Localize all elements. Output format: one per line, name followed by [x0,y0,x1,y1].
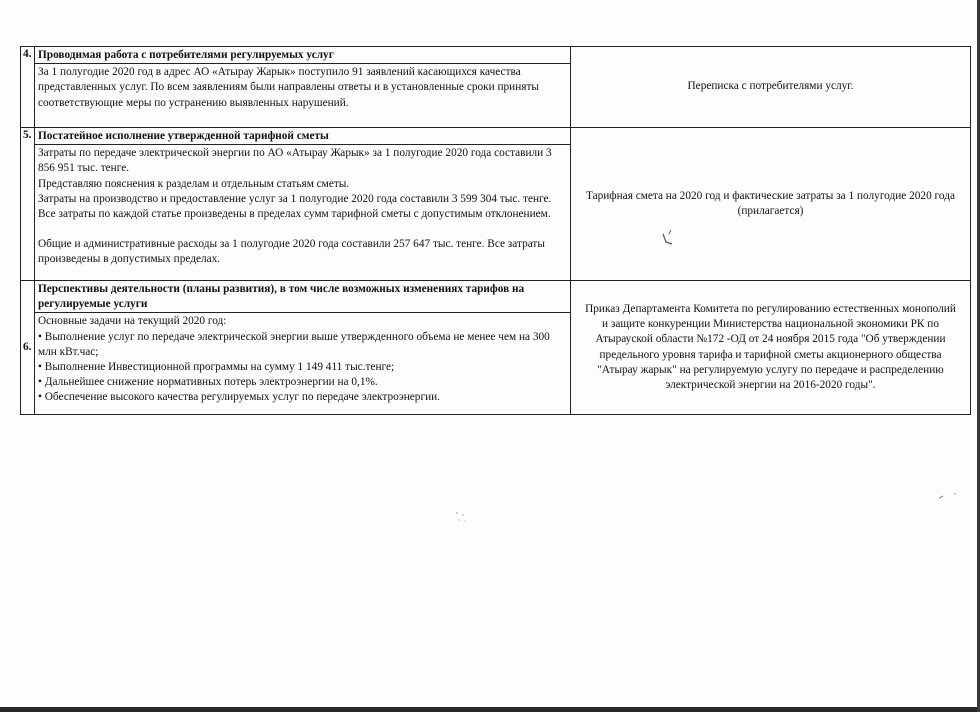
row-content [35,128,571,281]
row-number: 4. [21,47,35,128]
bullet-item: • Обеспечение высокого качества регулируемых услуг по передаче электроэнергии. [38,391,440,404]
row-number: 6. [21,281,35,415]
scan-speck [452,508,470,526]
section-body [35,64,570,114]
section-title: Постатейное исполнение утвержденной тарифной сметы [35,128,570,145]
row-note: Приказ Департамента Комитета по регулированию естественных монополий и защите конкуренции Министерства национальной экономики РК по Атырауской области №172 -ОД от 24 ноября 2015 года "Об утверждении предельного уровня тарифа и тарифной сметы акционерного общества "Атырау жарык" на регулируемую услугу по передаче и распределению электрической энергии на 2016-2020 годы". [571,281,971,415]
section-body [35,145,570,270]
bullet-item: • Дальнейшее снижение нормативных потерь электроэнергии на 0,1%. [38,376,378,389]
scan-edge-bottom [0,707,980,712]
row-note: Переписка с потребителями услуг. [571,47,971,128]
table-row-5 [21,128,971,281]
section-body [35,313,570,408]
row-note: Тарифная смета на 2020 год и фактические затраты за 1 полугодие 2020 года (прилагается) [571,128,971,281]
body-paragraph: За 1 полугодие 2020 год в адрес АО «Атырау Жарык» поступило 91 заявлений касающихся качества представленных услуг. По всем заявлениям были направлены ответы и в установленные сроки приняты соответствующие меры по устранению выявленных нарушений. [38,66,540,109]
body-paragraph: Общие и административные расходы за 1 полугодие 2020 года составили 257 647 тыс. тенге. Все затраты произведены в допустимых пределах. [38,238,545,266]
section-title: Перспективы деятельности (планы развития), в том числе возможных изменениях тарифов на регулируемые услуги [35,281,570,313]
body-paragraph: Затраты на производство и предоставление услуг за 1 полугодие 2020 года составили 3 599 304 тыс. тенге. Все затраты по каждой статье произведены в пределах сумм тарифной сметы с допустимым отклонением. [38,192,552,221]
section-title: Проводимая работа с потребителями регулируемых услуг [35,47,570,64]
pen-mark [660,228,680,250]
row-number: 5. [21,128,35,281]
paragraph-gap [38,222,567,237]
bullet-item: • Выполнение услуг по передаче электрической энергии выше утвержденного объема не менее чем на 300 млн кВт.час; [38,330,550,358]
scan-speck [935,488,965,508]
bullet-item: • Выполнение Инвестиционной программы на сумму 1 149 411 тыс.тенге; [38,361,395,374]
body-paragraph: Затраты по передаче электрической энергии по АО «Атырау Жарык» за 1 полугодие 2020 года составили 3 856 951 тыс. тенге. [38,147,552,175]
body-paragraph: Основные задачи на текущий 2020 год: [38,315,227,328]
table-row-4 [21,47,971,128]
table-row-6 [21,281,971,415]
body-paragraph: Представляю пояснения к разделам и отдельным статьям сметы. [38,177,350,190]
row-content [35,47,571,128]
row-content [35,281,571,415]
report-table [20,46,971,415]
